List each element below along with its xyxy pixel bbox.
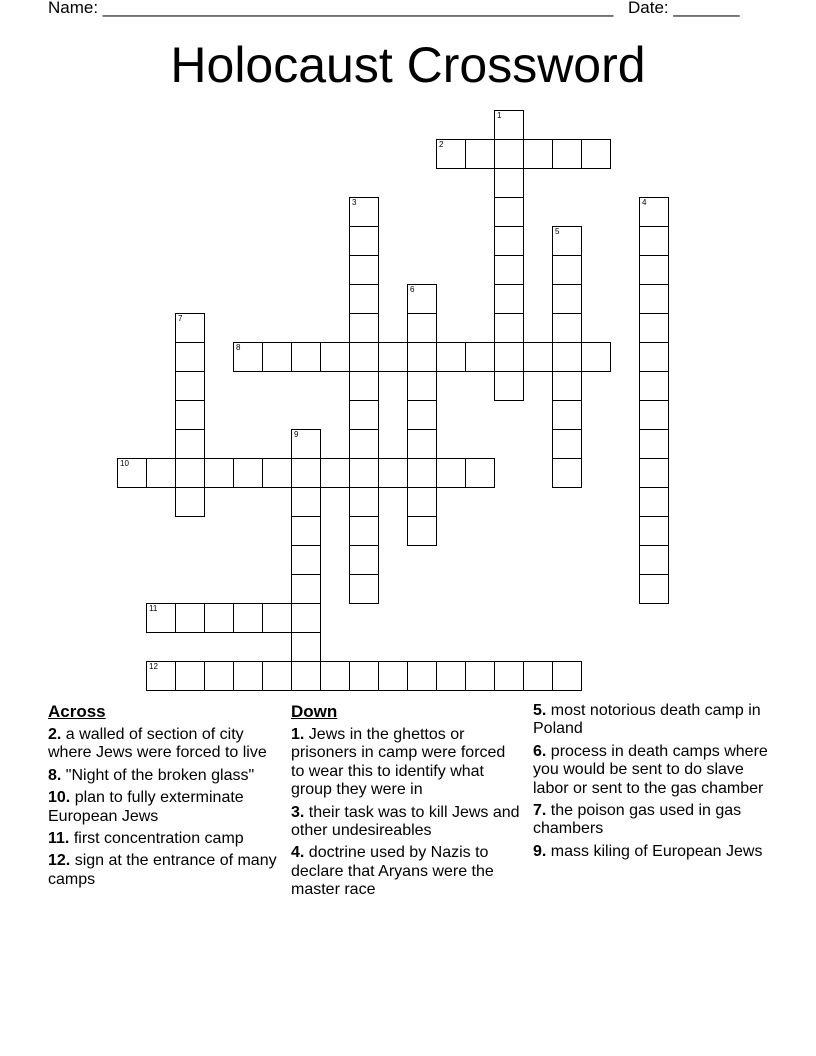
- grid-cell[interactable]: [175, 371, 205, 401]
- grid-cell[interactable]: [552, 284, 582, 314]
- grid-cell[interactable]: [639, 545, 669, 575]
- grid-cell[interactable]: [291, 342, 321, 372]
- grid-cell[interactable]: [465, 139, 495, 169]
- grid-cell[interactable]: [407, 371, 437, 401]
- grid-cell[interactable]: [175, 487, 205, 517]
- grid-cell[interactable]: [349, 545, 379, 575]
- grid-cell[interactable]: [552, 400, 582, 430]
- clue-number: 8: [236, 343, 241, 352]
- grid-cell[interactable]: [494, 313, 524, 343]
- grid-cell[interactable]: [639, 458, 669, 488]
- grid-cell[interactable]: [349, 284, 379, 314]
- clue-down-9: 9. mass kiling of European Jews: [533, 842, 763, 860]
- down-clues: [291, 702, 523, 904]
- grid-cell[interactable]: [407, 429, 437, 459]
- clue-number: 1: [497, 111, 502, 120]
- grid-cell[interactable]: [494, 110, 524, 140]
- grid-cell[interactable]: [291, 487, 321, 517]
- grid-cell[interactable]: [349, 429, 379, 459]
- grid-cell[interactable]: [552, 255, 582, 285]
- clue-number: 3: [352, 198, 357, 207]
- clue-across-11: 11. first concentration camp: [48, 830, 244, 848]
- grid-cell[interactable]: [349, 371, 379, 401]
- grid-cell[interactable]: [552, 226, 582, 256]
- grid-cell[interactable]: [465, 458, 495, 488]
- down-clues-continued: [533, 702, 769, 865]
- grid-cell[interactable]: [494, 226, 524, 256]
- clue-number: 12: [149, 662, 158, 671]
- grid-cell[interactable]: [552, 458, 582, 488]
- grid-cell[interactable]: [175, 661, 205, 691]
- clue-down-1: 1. Jews in the ghettos or prisoners in camp were forced to wear this to identify what group they were in: [291, 726, 506, 799]
- grid-cell[interactable]: [552, 661, 582, 691]
- date-field-label[interactable]: Date: _______: [628, 0, 740, 17]
- clue-number: 11: [149, 604, 158, 613]
- grid-cell[interactable]: [494, 371, 524, 401]
- grid-cell[interactable]: [291, 545, 321, 575]
- grid-cell[interactable]: [494, 342, 524, 372]
- grid-cell[interactable]: [175, 429, 205, 459]
- grid-cell[interactable]: [349, 342, 379, 372]
- grid-cell[interactable]: [320, 342, 350, 372]
- grid-cell[interactable]: [552, 371, 582, 401]
- grid-cell[interactable]: [639, 487, 669, 517]
- grid-cell[interactable]: [407, 313, 437, 343]
- grid-cell[interactable]: [204, 603, 234, 633]
- grid-cell[interactable]: [436, 139, 466, 169]
- grid-cell[interactable]: [436, 458, 466, 488]
- clue-across-8: 8. "Night of the broken glass": [48, 766, 255, 784]
- grid-cell[interactable]: [175, 603, 205, 633]
- across-heading: Across: [48, 702, 106, 721]
- clue-across-2: 2. a walled of section of city where Jews were forced to live: [48, 726, 267, 762]
- grid-cell[interactable]: [639, 342, 669, 372]
- clue-across-12: 12. sign at the entrance of many camps: [48, 852, 277, 888]
- grid-cell[interactable]: [349, 574, 379, 604]
- grid-cell[interactable]: [117, 458, 147, 488]
- across-clues: [48, 702, 284, 893]
- grid-cell[interactable]: [146, 603, 176, 633]
- grid-cell[interactable]: [349, 516, 379, 546]
- grid-cell[interactable]: [407, 661, 437, 691]
- clue-number: 5: [555, 227, 560, 236]
- grid-cell[interactable]: [349, 487, 379, 517]
- grid-cell[interactable]: [494, 284, 524, 314]
- grid-cell[interactable]: [320, 458, 350, 488]
- grid-cell[interactable]: [291, 603, 321, 633]
- grid-cell[interactable]: [349, 661, 379, 691]
- grid-cell[interactable]: [407, 400, 437, 430]
- grid-cell[interactable]: [291, 429, 321, 459]
- grid-cell[interactable]: [494, 197, 524, 227]
- clue-down-6: 6. process in death camps where you would be sent to do slave labor or sent to the gas chamber: [533, 742, 768, 797]
- grid-cell[interactable]: [639, 226, 669, 256]
- grid-cell[interactable]: [494, 168, 524, 198]
- grid-cell[interactable]: [349, 458, 379, 488]
- clue-number: 7: [178, 314, 183, 323]
- grid-cell[interactable]: [581, 342, 611, 372]
- grid-cell[interactable]: [349, 226, 379, 256]
- grid-cell[interactable]: [262, 603, 292, 633]
- grid-cell[interactable]: [349, 313, 379, 343]
- grid-cell[interactable]: [262, 661, 292, 691]
- grid-cell[interactable]: [233, 661, 263, 691]
- grid-cell[interactable]: [494, 139, 524, 169]
- clue-number: 4: [642, 198, 647, 207]
- grid-cell[interactable]: [552, 139, 582, 169]
- grid-cell[interactable]: [407, 342, 437, 372]
- grid-cell[interactable]: [262, 342, 292, 372]
- grid-cell[interactable]: [639, 371, 669, 401]
- grid-cell[interactable]: [436, 661, 466, 691]
- grid-cell[interactable]: [233, 458, 263, 488]
- grid-cell[interactable]: [291, 458, 321, 488]
- grid-cell[interactable]: [233, 603, 263, 633]
- grid-cell[interactable]: [175, 313, 205, 343]
- grid-cell[interactable]: [639, 313, 669, 343]
- grid-cell[interactable]: [523, 139, 553, 169]
- grid-cell[interactable]: [407, 516, 437, 546]
- grid-cell[interactable]: [465, 342, 495, 372]
- grid-cell[interactable]: [349, 197, 379, 227]
- grid-cell[interactable]: [523, 661, 553, 691]
- grid-cell[interactable]: [407, 487, 437, 517]
- grid-cell[interactable]: [146, 458, 176, 488]
- grid-cell[interactable]: [175, 400, 205, 430]
- clue-number: 10: [120, 459, 129, 468]
- grid-cell[interactable]: [465, 661, 495, 691]
- grid-cell[interactable]: [639, 197, 669, 227]
- grid-cell[interactable]: [523, 342, 553, 372]
- clue-down-7: 7. the poison gas used in gas chambers: [533, 802, 742, 838]
- grid-cell[interactable]: [146, 661, 176, 691]
- grid-cell[interactable]: [639, 516, 669, 546]
- grid-cell[interactable]: [494, 661, 524, 691]
- clue-down-4: 4. doctrine used by Nazis to declare that Aryans were the master race: [291, 844, 494, 899]
- grid-cell[interactable]: [291, 661, 321, 691]
- grid-cell[interactable]: [552, 313, 582, 343]
- grid-cell[interactable]: [639, 284, 669, 314]
- clue-number: 6: [410, 285, 415, 294]
- clue-down-3: 3. their task was to kill Jews and other undesireables: [291, 803, 520, 840]
- grid-cell[interactable]: [494, 255, 524, 285]
- down-heading: Down: [291, 702, 338, 721]
- grid-cell[interactable]: [291, 574, 321, 604]
- grid-cell[interactable]: [175, 342, 205, 372]
- grid-cell[interactable]: [204, 458, 234, 488]
- grid-cell[interactable]: [378, 458, 408, 488]
- grid-cell[interactable]: [581, 139, 611, 169]
- clue-across-10: 10. plan to fully exterminate European Jews: [48, 789, 244, 825]
- grid-cell[interactable]: [407, 284, 437, 314]
- grid-cell[interactable]: [407, 458, 437, 488]
- grid-cell[interactable]: [349, 400, 379, 430]
- grid-cell[interactable]: [436, 342, 466, 372]
- grid-cell[interactable]: [639, 255, 669, 285]
- grid-cell[interactable]: [639, 400, 669, 430]
- grid-cell[interactable]: [378, 661, 408, 691]
- grid-cell[interactable]: [552, 429, 582, 459]
- name-field-label[interactable]: Name: ______________________________________________________: [48, 0, 614, 17]
- clue-number: 9: [294, 430, 299, 439]
- grid-cell[interactable]: [378, 342, 408, 372]
- grid-cell[interactable]: [291, 632, 321, 662]
- grid-cell[interactable]: [262, 458, 292, 488]
- grid-cell[interactable]: [639, 429, 669, 459]
- clue-number: 2: [439, 140, 444, 149]
- grid-cell[interactable]: [291, 516, 321, 546]
- grid-cell[interactable]: [639, 574, 669, 604]
- grid-cell[interactable]: [204, 661, 234, 691]
- grid-cell[interactable]: [552, 342, 582, 372]
- grid-cell[interactable]: [233, 342, 263, 372]
- clue-down-5: 5. most notorious death camp in Poland: [533, 702, 761, 738]
- grid-cell[interactable]: [349, 255, 379, 285]
- page-title: Holocaust Crossword: [170, 37, 646, 93]
- grid-cell[interactable]: [175, 458, 205, 488]
- grid-cell[interactable]: [320, 661, 350, 691]
